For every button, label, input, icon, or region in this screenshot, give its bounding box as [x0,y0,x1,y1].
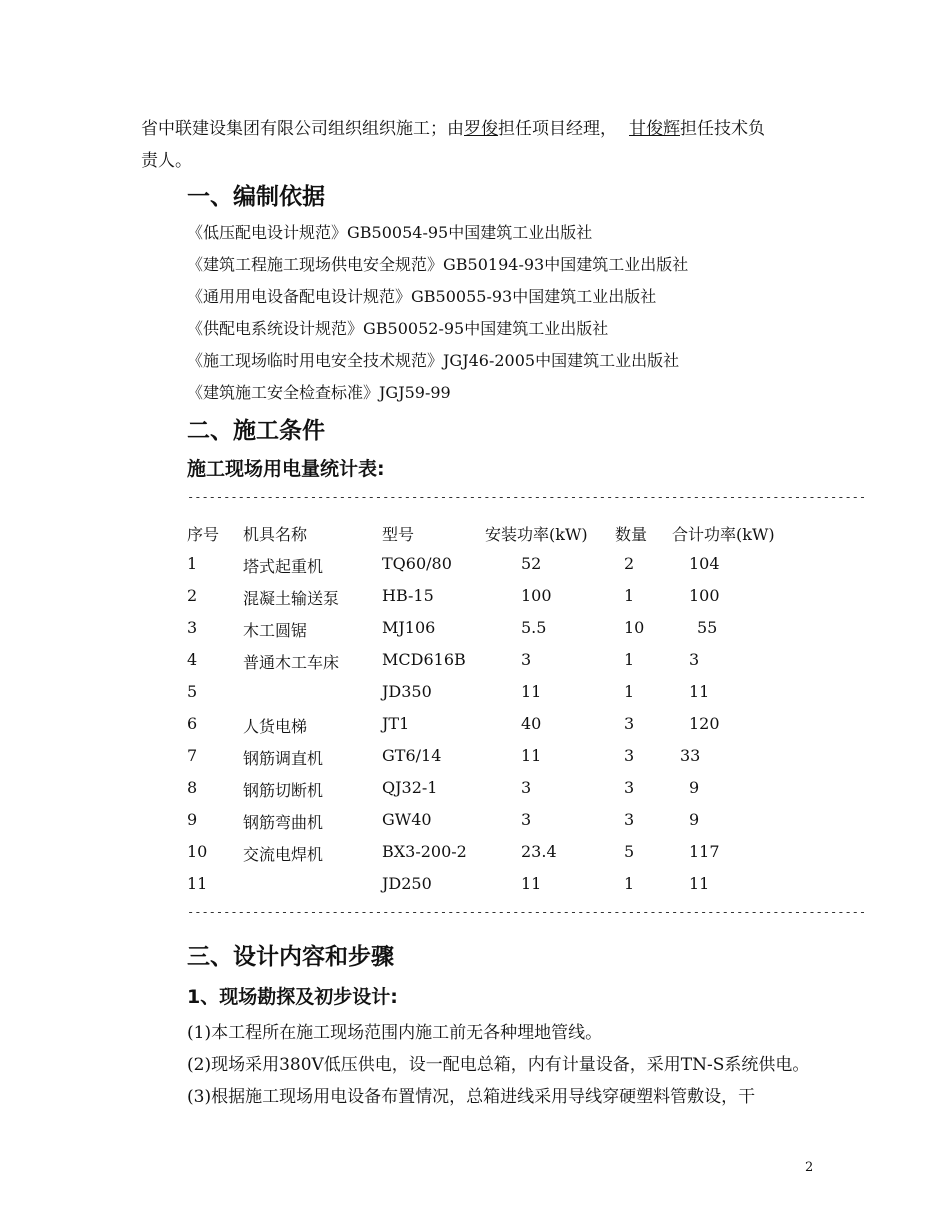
table-title: 施工现场用电量统计表: [187,458,385,480]
reference-item: 《低压配电设计规范》GB50054-95中国建筑工业出版社 [187,223,593,242]
table-row [187,778,947,802]
reference-item: 《供配电系统设计规范》GB50052-95中国建筑工业出版社 [187,319,609,338]
design-item: (3)根据施工现场用电设备布置情况，总箱进线采用导线穿硬塑料管敷设，干 [187,1087,756,1107]
project-manager-name: 罗俊 [464,119,498,139]
cell-model: QJ32-1 [382,778,438,797]
section-2-title: 二、施工条件 [187,418,325,444]
cell-total: 104 [689,554,720,573]
cell-model: JT1 [382,714,410,733]
design-item: (2)现场采用380V低压供电，设一配电总箱，内有计量设备，采用TN-S系统供电。 [187,1055,810,1075]
header-cell: 数量 [615,525,648,544]
header-cell: 机具名称 [243,525,308,544]
cell-index: 8 [187,778,198,797]
cell-model: GT6/14 [382,746,442,765]
table-header-row [187,522,947,546]
cell-index: 3 [187,618,198,637]
cell-total: 9 [689,810,700,829]
cell-machine: 交流电焊机 [243,845,324,864]
cell-total: 33 [680,746,701,765]
cell-model: TQ60/80 [382,554,452,573]
cell-total: 120 [689,714,720,733]
design-item: (1)本工程所在施工现场范围内施工前无各种埋地管线。 [187,1023,603,1043]
cell-power: 11 [521,874,542,893]
intro-text-c: 担任技术负 [680,119,765,139]
page-number: 2 [805,1160,814,1175]
power-table [187,522,787,893]
subsection-1-title: 1、现场勘探及初步设计: [187,986,398,1008]
cell-power: 3 [521,778,532,797]
intro-text-a: 省中联建设集团有限公司组织组织施工；由 [141,119,464,139]
cell-qty: 1 [624,650,635,669]
cell-power: 11 [521,746,542,765]
table-row [187,746,947,770]
table-row [187,618,947,642]
cell-model: JD350 [382,682,432,701]
intro-line-1 [141,114,765,139]
table-row [187,682,947,706]
cell-qty: 1 [624,682,635,701]
cell-machine: 塔式起重机 [243,557,324,576]
table-row [187,650,947,674]
cell-model: MJ106 [382,618,436,637]
section-1-title: 一、编制依据 [187,184,325,210]
cell-power: 3 [521,650,532,669]
cell-qty: 3 [624,714,635,733]
header-cell: 型号 [382,525,415,544]
table-top-divider: ---------------------------------------------------------------------------------------------- [187,490,867,504]
table-row [187,554,947,578]
reference-item: 《通用用电设备配电设计规范》GB50055-93中国建筑工业出版社 [187,287,657,306]
table-row [187,874,947,898]
table-row [187,586,947,610]
header-cell: 安装功率(kW) [485,525,588,544]
cell-qty: 3 [624,810,635,829]
cell-index: 2 [187,586,198,605]
cell-model: JD250 [382,874,432,893]
header-cell: 合计功率(kW) [672,525,775,544]
cell-machine: 普通木工车床 [243,653,340,672]
section-3-title: 三、设计内容和步骤 [187,944,394,970]
intro-line-2: 责人。 [141,151,192,171]
table-row [187,714,947,738]
cell-qty: 10 [624,618,645,637]
cell-machine: 钢筋调直机 [243,749,324,768]
cell-index: 7 [187,746,198,765]
cell-index: 9 [187,810,198,829]
table-row [187,842,947,866]
cell-total: 117 [689,842,720,861]
cell-index: 4 [187,650,198,669]
cell-qty: 2 [624,554,635,573]
cell-power: 100 [521,586,552,605]
cell-model: MCD616B [382,650,466,669]
cell-total: 9 [689,778,700,797]
cell-power: 3 [521,810,532,829]
cell-qty: 5 [624,842,635,861]
reference-item: 《施工现场临时用电安全技术规范》JGJ46-2005中国建筑工业出版社 [187,351,680,370]
cell-index: 1 [187,554,198,573]
cell-power: 40 [521,714,542,733]
cell-total: 100 [689,586,720,605]
header-cell: 序号 [187,525,220,544]
cell-index: 5 [187,682,198,701]
cell-machine: 人货电梯 [243,717,308,736]
cell-power: 23.4 [521,842,557,861]
cell-qty: 1 [624,586,635,605]
cell-index: 10 [187,842,208,861]
cell-machine: 木工圆锯 [243,621,308,640]
cell-qty: 3 [624,778,635,797]
cell-machine: 混凝土输送泵 [243,589,340,608]
cell-model: HB-15 [382,586,434,605]
table-bottom-divider: ---------------------------------------------------------------------------------------------- [187,905,867,919]
cell-total: 11 [689,682,710,701]
cell-index: 6 [187,714,198,733]
intro-text-b: 担任项目经理， [498,119,617,139]
table-row [187,810,947,834]
cell-index: 11 [187,874,208,893]
cell-model: GW40 [382,810,432,829]
cell-total: 11 [689,874,710,893]
cell-qty: 3 [624,746,635,765]
cell-power: 11 [521,682,542,701]
cell-model: BX3-200-2 [382,842,467,861]
cell-machine: 钢筋弯曲机 [243,813,324,832]
cell-power: 52 [521,554,542,573]
reference-item: 《建筑工程施工现场供电安全规范》GB50194-93中国建筑工业出版社 [187,255,689,274]
reference-item: 《建筑施工安全检查标准》JGJ59-99 [187,383,451,402]
technical-lead-name: 甘俊辉 [629,119,680,139]
cell-qty: 1 [624,874,635,893]
cell-total: 55 [697,618,718,637]
cell-power: 5.5 [521,618,547,637]
cell-total: 3 [689,650,700,669]
cell-machine: 钢筋切断机 [243,781,324,800]
